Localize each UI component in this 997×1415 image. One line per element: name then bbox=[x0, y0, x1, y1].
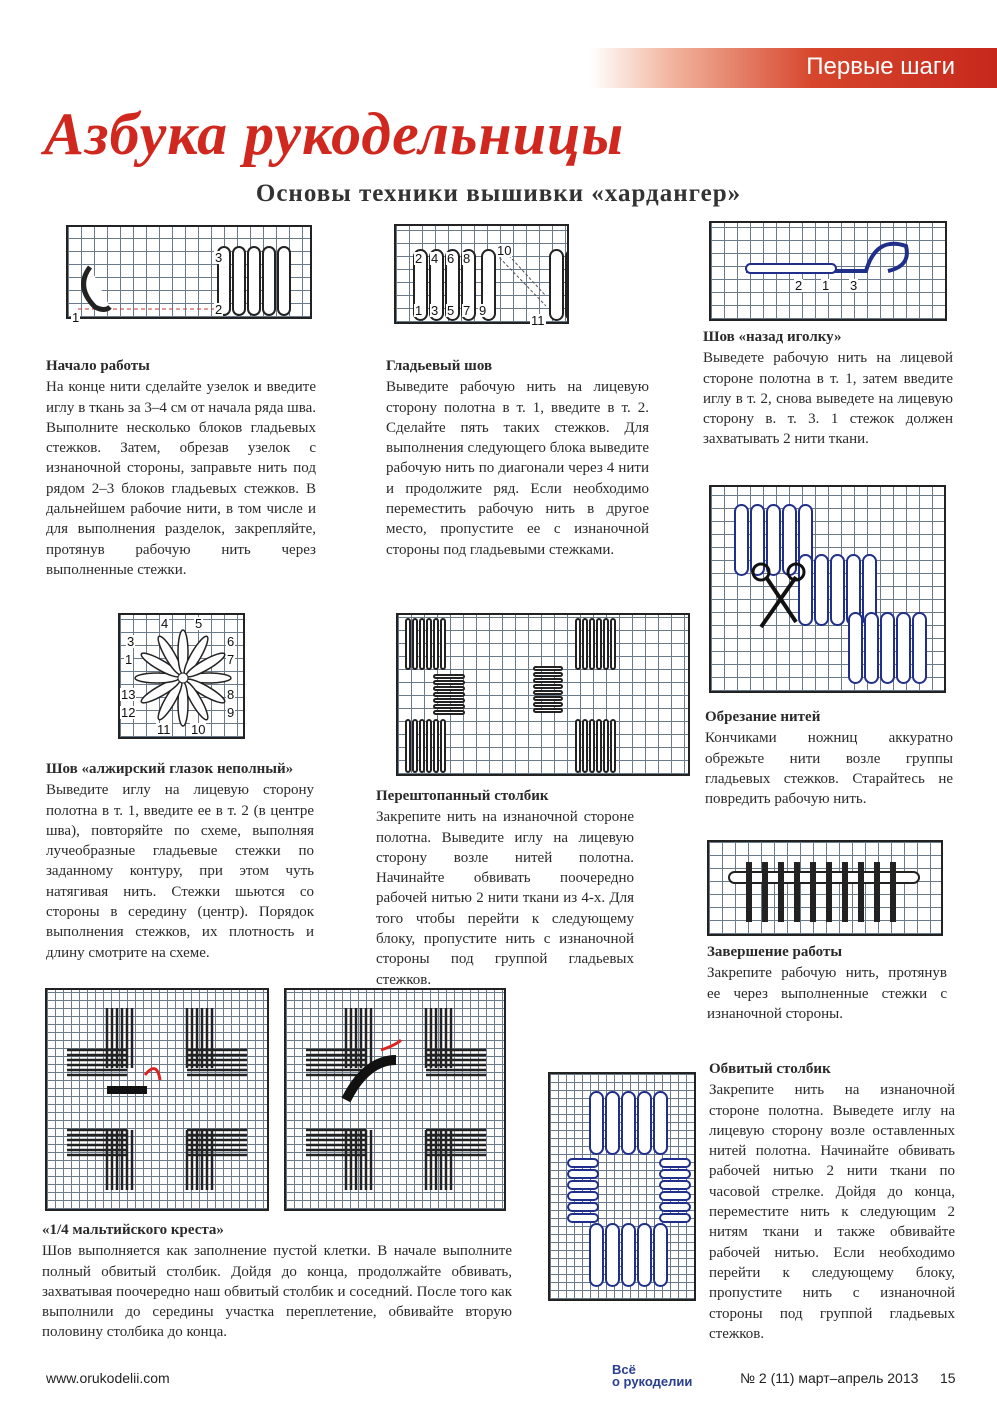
stitch-mark bbox=[233, 247, 245, 315]
stitch-mark bbox=[278, 247, 290, 315]
section-title: Гладьевый шов bbox=[386, 358, 493, 374]
page-subtitle: Основы техники вышивки «хардангер» bbox=[255, 180, 742, 207]
point-label: 11 bbox=[531, 313, 545, 328]
point-label: 3 bbox=[431, 303, 439, 318]
stitch-mark bbox=[611, 619, 615, 669]
stitch-mark bbox=[606, 1092, 619, 1154]
stitch-mark bbox=[306, 1070, 486, 1150]
stitch-mark bbox=[654, 1224, 667, 1286]
stitch-mark bbox=[568, 1170, 598, 1178]
stitch-mark bbox=[406, 720, 410, 772]
stitch-mark bbox=[434, 619, 438, 669]
stitch-mark bbox=[263, 247, 275, 315]
point-label: 11 bbox=[157, 722, 171, 737]
magazine-logo bbox=[612, 1364, 692, 1388]
diagram-satin bbox=[394, 224, 569, 328]
stitch-mark bbox=[534, 691, 562, 694]
stitch-mark bbox=[583, 619, 587, 669]
stitch-mark bbox=[117, 1008, 197, 1190]
diagram-darned-bar bbox=[396, 613, 690, 776]
point-label: 2 bbox=[215, 302, 223, 317]
point-label: 2 bbox=[415, 251, 423, 266]
stitch-mark bbox=[346, 1008, 426, 1190]
stitch-mark bbox=[622, 1224, 635, 1286]
stitch-mark bbox=[660, 1192, 690, 1200]
point-label: 6 bbox=[227, 634, 235, 649]
section-satin bbox=[386, 356, 649, 560]
point-label: 1 bbox=[822, 278, 830, 293]
section-body: Закрепите рабочую нить, протянув ее через выполненные стежки с изнаночной стороны. bbox=[707, 965, 947, 1022]
stitch-mark bbox=[534, 667, 562, 670]
stitch-mark bbox=[132, 1008, 212, 1190]
stitch-illustration bbox=[550, 1074, 694, 1299]
point-label: 10 bbox=[497, 243, 512, 258]
point-label: 3 bbox=[127, 634, 135, 649]
section-body: Закрепите нить на изнаночной стороне полотна. Выведете иглу на лицевую сторону возле оставленных нитей полотна. Начинайте обвивать рабочей нитью 2 нити ткани по часовой стрелке. Дойдя до конца, переместите нить к следующим 2 нитям ткани и также обвивайте рабочей нитью. Если необходимо перейти к следующему блоку, пропустите нить с изнаночной стороны под группой гладьевых стежков. bbox=[709, 1082, 955, 1342]
issue-info: № 2 (11) март–апрель 2013 bbox=[740, 1370, 919, 1386]
point-label: 4 bbox=[431, 251, 439, 266]
stitch-illustration bbox=[68, 227, 310, 317]
stitch-mark bbox=[434, 693, 464, 696]
stitch-mark bbox=[306, 1060, 486, 1140]
point-label: 2 bbox=[795, 278, 803, 293]
stitch-mark bbox=[427, 619, 431, 669]
diagram-cutting bbox=[709, 485, 946, 693]
stitch-mark bbox=[534, 685, 562, 688]
stitch-mark bbox=[427, 720, 431, 772]
stitch-mark bbox=[351, 1008, 431, 1190]
point-label: 1 bbox=[415, 303, 423, 318]
stitch-mark bbox=[566, 250, 567, 320]
stitch-mark bbox=[67, 1075, 247, 1155]
stitch-mark bbox=[178, 673, 188, 683]
stitch-mark bbox=[590, 1224, 603, 1286]
section-start bbox=[46, 356, 316, 580]
stitch-mark bbox=[568, 1203, 598, 1211]
stitch-mark bbox=[735, 505, 748, 575]
stitch-mark bbox=[660, 1159, 690, 1167]
stitch-mark bbox=[913, 613, 926, 683]
diagram-eyelet bbox=[118, 613, 245, 739]
diagram-backstitch bbox=[709, 221, 947, 321]
stitch-illustration bbox=[120, 615, 243, 737]
stitch-mark bbox=[366, 1008, 446, 1190]
stitch-mark bbox=[831, 555, 844, 625]
point-label: 9 bbox=[227, 705, 235, 720]
stitch-mark bbox=[248, 247, 260, 315]
point-label: 1 bbox=[72, 310, 80, 325]
point-label: 8 bbox=[463, 251, 471, 266]
logo-line: Всё bbox=[612, 1362, 636, 1377]
stitch-mark bbox=[534, 703, 562, 706]
stitch-mark bbox=[67, 1065, 247, 1145]
stitch-mark bbox=[568, 1192, 598, 1200]
stitch-mark bbox=[660, 1214, 690, 1222]
section-body: Кончиками ножниц аккуратно обрежьте нити возле группы гладьевых стежков. Старайтесь не повредить рабочую нить. bbox=[705, 730, 953, 808]
section-label: Первые шаги bbox=[806, 53, 955, 80]
point-label: 10 bbox=[191, 722, 206, 737]
logo-line: о рукоделии bbox=[612, 1374, 693, 1389]
stitch-mark bbox=[590, 1092, 603, 1154]
stitch-mark bbox=[597, 619, 601, 669]
stitch-mark bbox=[815, 555, 828, 625]
stitch-mark bbox=[420, 720, 424, 772]
stitch-mark bbox=[434, 711, 464, 714]
point-label: 1 bbox=[125, 652, 133, 667]
stitch-mark bbox=[767, 505, 780, 575]
point-label: 7 bbox=[463, 303, 471, 318]
point-label: 5 bbox=[195, 616, 203, 631]
stitch-illustration bbox=[47, 990, 267, 1209]
section-body: Шов выполняется как заполнение пустой клетки. В начале выполните полный обвитый столбик. Дойдя до конца, продолжайте обвивать, захватывая поочередно наш обвитый столбик и соседний. После того как выполнили до середины участка переплетение, обвивайте вторую половину столбика до конца. bbox=[42, 1243, 512, 1341]
stitch-mark bbox=[361, 1008, 441, 1190]
page-number: 15 bbox=[940, 1370, 956, 1386]
stitch-mark bbox=[622, 1092, 635, 1154]
stitch-illustration bbox=[286, 990, 504, 1209]
point-label: 12 bbox=[121, 705, 136, 720]
stitch-mark bbox=[434, 705, 464, 708]
stitch-mark bbox=[865, 613, 878, 683]
stitch-mark bbox=[568, 1159, 598, 1167]
stitch-illustration bbox=[398, 615, 688, 774]
stitch-mark bbox=[550, 250, 563, 320]
stitch-mark bbox=[881, 613, 894, 683]
stitch-mark bbox=[604, 619, 608, 669]
stitch-mark bbox=[849, 613, 862, 683]
point-label: 3 bbox=[850, 278, 858, 293]
stitch-mark bbox=[371, 1008, 451, 1190]
diagram-maltese-2 bbox=[284, 988, 506, 1211]
stitch-mark bbox=[534, 697, 562, 700]
section-title: Завершение работы bbox=[707, 944, 843, 960]
stitch-mark bbox=[107, 1008, 187, 1190]
stitch-mark bbox=[306, 1055, 486, 1135]
stitch-mark bbox=[660, 1181, 690, 1189]
section-finish bbox=[707, 942, 947, 1024]
stitch-mark bbox=[568, 1181, 598, 1189]
section-title: Шов «алжирский глазок неполный» bbox=[46, 761, 294, 777]
section-title: Начало работы bbox=[46, 358, 150, 374]
stitch-mark bbox=[306, 1065, 486, 1145]
point-label: 9 bbox=[479, 303, 487, 318]
stitch-mark bbox=[590, 619, 594, 669]
point-label: 3 bbox=[215, 250, 223, 265]
section-maltese bbox=[42, 1220, 512, 1343]
section-title: Перештопанный столбик bbox=[376, 788, 549, 804]
stitch-mark bbox=[145, 1069, 160, 1080]
stitch-mark bbox=[534, 709, 562, 712]
stitch-mark bbox=[434, 699, 464, 702]
section-title: Обвитый столбик bbox=[709, 1061, 831, 1077]
stitch-mark bbox=[568, 1214, 598, 1222]
stitch-mark bbox=[611, 720, 615, 772]
stitch-mark bbox=[434, 720, 438, 772]
section-backstitch bbox=[703, 327, 953, 450]
point-label: 8 bbox=[227, 687, 235, 702]
section-title: «1/4 мальтийского креста» bbox=[42, 1222, 224, 1238]
stitch-mark bbox=[434, 687, 464, 690]
stitch-illustration bbox=[711, 223, 945, 319]
stitch-mark bbox=[606, 1224, 619, 1286]
section-title: Обрезание нитей bbox=[705, 709, 821, 725]
diagram-maltese-1 bbox=[45, 988, 269, 1211]
stitch-mark bbox=[67, 1050, 247, 1130]
page-title: Азбука рукодельницы bbox=[44, 101, 625, 167]
stitch-mark bbox=[441, 619, 445, 669]
stitch-mark bbox=[434, 675, 464, 678]
stitch-mark bbox=[441, 720, 445, 772]
stitch-mark bbox=[112, 1008, 192, 1190]
stitch-mark bbox=[583, 720, 587, 772]
stitch-mark bbox=[306, 1075, 486, 1155]
stitch-mark bbox=[434, 681, 464, 684]
stitch-mark bbox=[660, 1203, 690, 1211]
section-title: Шов «назад иголку» bbox=[703, 329, 842, 345]
stitch-mark bbox=[356, 1008, 436, 1190]
diagram-finish bbox=[707, 840, 943, 936]
stitch-mark bbox=[897, 613, 910, 683]
stitch-mark bbox=[406, 619, 410, 669]
website-link[interactable]: www.orukodelii.com bbox=[46, 1370, 170, 1386]
section-banner bbox=[590, 48, 997, 88]
stitch-mark bbox=[654, 1092, 667, 1154]
section-darned-bar bbox=[376, 786, 634, 990]
point-label: 13 bbox=[121, 687, 136, 702]
stitch-mark bbox=[420, 619, 424, 669]
section-eyelet bbox=[46, 759, 314, 963]
stitch-mark bbox=[761, 577, 796, 627]
stitch-mark bbox=[638, 1224, 651, 1286]
section-body: На конце нити сделайте узелок и введите иглу в ткань за 3–4 см от начала ряда шва. Выполните несколько блоков гладьевых стежков. Затем, обрезав узелок с изнаночной стороны, заправьте нить под рядом 2–3 блоков гладьевых стежков. В дальнейшем рабочие нити, в том числе и для выполнения разделок, закрепляйте, протянув рабочую нить через выполненные стежки. bbox=[46, 379, 316, 578]
stitch-mark bbox=[122, 1008, 202, 1190]
stitch-mark bbox=[597, 720, 601, 772]
stitch-mark bbox=[604, 720, 608, 772]
stitch-mark bbox=[534, 673, 562, 676]
stitch-mark bbox=[67, 1055, 247, 1135]
stitch-mark bbox=[638, 1092, 651, 1154]
stitch-mark bbox=[590, 720, 594, 772]
stitch-mark bbox=[127, 1008, 207, 1190]
section-body: Закрепите нить на изнаночной стороне полотна. Выведите иглу на лицевую сторону возле нитей полотна. Начинайте обвивать поочередно рабочей нитью 2 нити ткани из 4-х. Для того чтобы перейти к следующему блоку, пропустите нить с изнаночной стороны под группой гладьевых стежков. bbox=[376, 809, 634, 988]
stitch-mark bbox=[660, 1170, 690, 1178]
point-label: 6 bbox=[447, 251, 455, 266]
stitch-mark bbox=[746, 264, 836, 273]
stitch-mark bbox=[576, 619, 580, 669]
point-label: 4 bbox=[161, 616, 169, 631]
section-wrapped-bar bbox=[709, 1059, 955, 1344]
section-body: Выведите рабочую нить на лицевую сторону полотна в т. 1, введите в т. 2. Сделайте пять таких стежков. Для выполнения следующего блока выведите рабочую нить по диагонали через 4 нити и продолжите ряд. Если необходимо переместить рабочую нить в другое место, пропустите ее с изнаночной стороны под гладьевыми стежками. bbox=[386, 379, 649, 558]
point-label: 7 bbox=[227, 652, 235, 667]
section-cutting bbox=[705, 707, 953, 809]
stitch-mark bbox=[84, 267, 110, 310]
stitch-mark bbox=[413, 619, 417, 669]
point-label: 5 bbox=[447, 303, 455, 318]
section-body: Выведите иглу на лицевую сторону полотна в т. 1, введите ее в т. 2 (в центре шва), повторяйте по схеме, выполняя лучеобразные гладьевые стежки по заданному контуру, при этом чуть натягивая нить. Стежки шьются со стороны в середину (центр). Порядок выполнения стежков, их плотность и длину смотрите на схеме. bbox=[46, 782, 314, 961]
stitch-mark bbox=[413, 720, 417, 772]
scissors-and-stitches bbox=[711, 487, 944, 691]
stitch-illustration bbox=[709, 842, 941, 934]
stitch-mark bbox=[381, 1040, 401, 1050]
stitch-mark bbox=[576, 720, 580, 772]
section-body: Выведете рабочую нить на лицевой стороне полотна в т. 1, затем введите иглу в т. 2, снова выведете на лицевую сторону в. т. 3. 1 стежок должен захватывать 2 нити ткани. bbox=[703, 350, 953, 448]
stitch-mark bbox=[67, 1070, 247, 1150]
stitch-mark bbox=[534, 679, 562, 682]
diagram-wrapped-bar bbox=[548, 1072, 696, 1301]
diagram-start bbox=[66, 225, 312, 325]
